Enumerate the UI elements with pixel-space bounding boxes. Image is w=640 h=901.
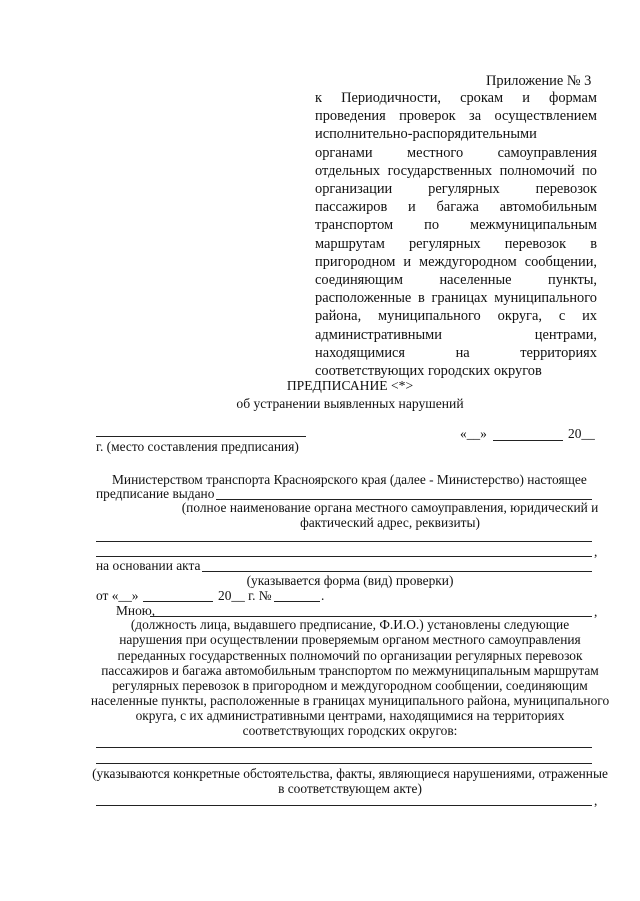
- issued-hint-2: фактический адрес, реквизиты): [300, 515, 480, 530]
- violations-text-7: соответствующих городских округов:: [242, 723, 458, 738]
- violations-text-3: пассажиров и багажа автомобильным транспортом по межмуниципальным маршрутам: [101, 663, 599, 678]
- date-day-label: «__»: [460, 426, 487, 441]
- basis-hint: (указывается форма (вид) проверки): [246, 573, 454, 588]
- document-title: ПРЕДПИСАНИЕ <*>: [286, 378, 414, 393]
- basis-label: на основании акта: [96, 558, 201, 573]
- me-label: Мною,: [116, 603, 156, 618]
- issued-hint-1: (полное наименование органа местного самоуправления, юридический и: [181, 500, 599, 515]
- violations-line-1: [96, 747, 592, 748]
- violations-text-5: населенные пункты, расположенные в границах муниципального района, муниципального: [90, 693, 610, 708]
- violations-line-2: [96, 763, 592, 764]
- document-subtitle: об устранении выявленных нарушений: [236, 396, 464, 411]
- me-hint: (должность лица, выдавшего предписание, Ф.И.О.) установлены следующие: [130, 617, 570, 632]
- comma: ,: [594, 544, 598, 559]
- from-month-line: [143, 601, 213, 602]
- violations-text-4: регулярных перевозок в пригородном и междугородном сообщении, соединяющим: [112, 678, 588, 693]
- from-year-label: 20__ г. №: [218, 588, 272, 603]
- place-line: [96, 436, 306, 437]
- issued-label: предписание выдано: [96, 486, 215, 501]
- violations-line-3: [96, 805, 592, 806]
- basis-line: [202, 571, 592, 572]
- violations-hint-2: в соответствующем акте): [278, 781, 422, 796]
- violations-text-1: нарушения при осуществлении проверяемым органом местного самоуправления: [119, 632, 581, 647]
- comma: ,: [594, 793, 598, 808]
- blank-line-2: [96, 556, 592, 557]
- appendix-title: Приложение № 3: [486, 73, 592, 89]
- appendix-text: к Периодичности, срокам и формам проведения проверок за осуществлением исполнительно-распорядительными органами местного самоуправления отдельных государственных полномочий по организации регулярных перевозок пассажиров и багажа автомобильным транспортом по межмуниципальным маршрутам регулярных перевозок в пригородном и междугородном сообщении, соединяющим населенные пункты, расположенные в границах муниципального района, муниципального округа, с их административными центрами, находящимися на территориях соответствующих городских округов: [315, 90, 597, 380]
- from-date-label: от «__»: [96, 588, 139, 603]
- violations-text-2: переданных государственных полномочий по организации регулярных перевозок: [117, 648, 583, 663]
- ministry-line: Министерством транспорта Красноярского края (далее - Министерство) настоящее: [112, 472, 587, 487]
- comma: ,: [594, 604, 598, 619]
- place-label: г. (место составления предписания): [96, 439, 299, 454]
- act-number-line: [274, 601, 320, 602]
- blank-line-1: [96, 541, 592, 542]
- violations-text-6: округа, с их административными центрами, находящимися на территориях: [135, 708, 565, 723]
- basis-end: .: [321, 588, 325, 603]
- date-year-label: 20__: [568, 426, 595, 441]
- date-month-line: [493, 440, 563, 441]
- violations-hint-1: (указываются конкретные обстоятельства, факты, являющиеся нарушениями, отраженные: [92, 766, 608, 781]
